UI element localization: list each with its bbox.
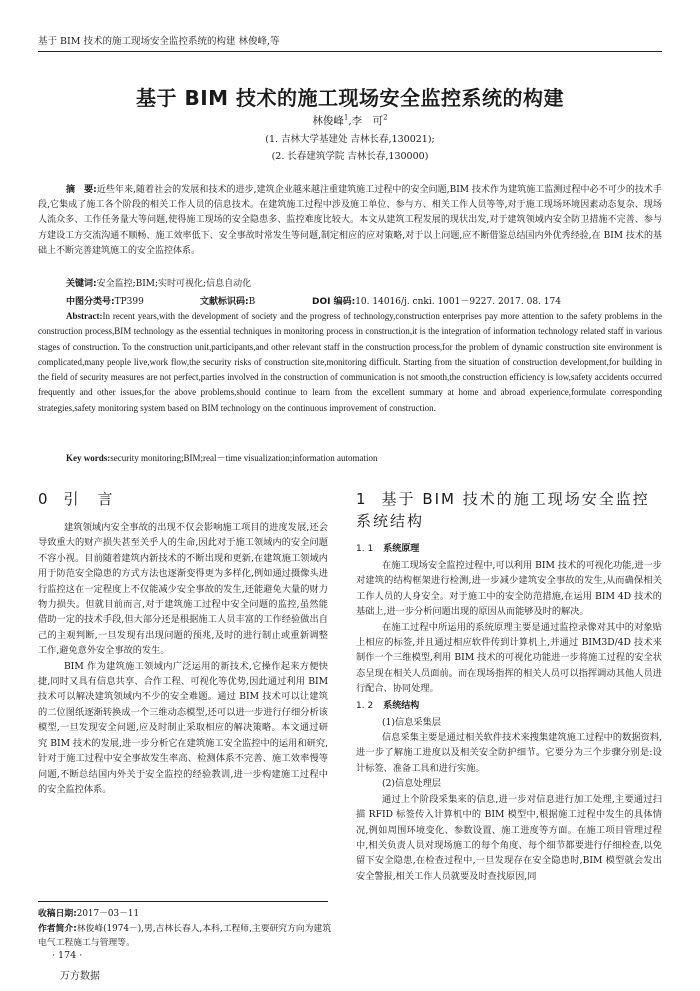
paragraph: 通过上个阶段采集来的信息,进一步对信息进行加工处理,主要通过扫描 RFID 标签传入计算机中的 BIM 模型中,根据施工过程中发生的具体情况,例如周围环境变化、参数设置、施工进度等方面。在施工项目管理过程中,相关负责人员对现场施工的每个角度、每个细节都要进行仔细检查,以免留下安全隐患,在检查过程中,一旦发现存在安全隐患时,BIM 模型就会发出安全警报,相关工作人员就要及时查找原因,同 — [356, 793, 662, 882]
subsection-heading — [356, 699, 662, 714]
received-value: 2017－03－11 — [76, 909, 140, 919]
keywords-text: 安全监控;BIM;实时可视化;信息自动化 — [96, 279, 252, 289]
section-title: 基于 BIM 技术的施工现场安全监控系统结构 — [356, 490, 650, 530]
section-heading — [38, 488, 328, 510]
abstract-english-text: In recent years,with the development of society and the progress of technology,construction enterprises pay more attention to the safety problems in the construction process,BIM technology as the essential techniques in monitoring process in construction,it is the integration of information technology related staff in various stages of construction. To the construction unit,participants,and other relevant staff in the construction process,for the problem of dynamic construction site environment is complicated,many people live,work flow,the security risks of construction site,monitoring difficult. Starting from the situation of construction development,for building in the field of security measures are not perfect,parties involved in the construction of communication is not smooth,the construction efficiency is low,safety accidents occurred frequently and other issues,for the above problems,should continue to learn from the excellent summary at home and abroad experience,formulate corresponding strategies,safety monitoring system based on BIM technology on the continuous improvement of construction. — [38, 311, 662, 413]
subsection-title: 系统原理 — [383, 544, 420, 554]
clc-number — [66, 294, 144, 307]
keywords-chinese — [66, 276, 251, 289]
author-bio — [38, 922, 338, 950]
abstract-english-label: Abstract: — [66, 311, 103, 321]
keywords-english — [66, 451, 377, 464]
subsection-heading — [356, 542, 662, 557]
document-code — [200, 294, 255, 307]
section-heading — [356, 488, 662, 532]
affiliation: (2. 长春建筑学院 吉林长春,130000) — [271, 151, 429, 162]
keywords-english-text: security monitoring;BIM;real－time visualization;information automation — [110, 453, 378, 463]
doi-label: DOI 编码: — [312, 297, 356, 307]
paragraph: 建筑领域内安全事故的出现不仅会影响施工项目的进度发展,还会导致重大的财产损失甚至关乎人的生命,因此对于施工领域内的安全问题不容小视。目前随着建筑内新技术的不断出现和更新,在建筑施工领域内用于防范安全隐患的方式方法也逐渐变得更为多样化,例如通过摄像头进行监控这在一定程度上不仅能减少安全事故的发生,还能避免大量的财力物力损失。但就目前而言,对于建筑施工过程中安全问题的监控,虽然能借助一定的技术手段,但大部分还是根据施工人员丰富的工作经验做出自己的主观判断,一旦发现有出现问题的预兆,及时的进行制止或重新调整工作,避免意外安全事故的发生。 — [38, 522, 328, 657]
subsection-number: 1. 2 — [356, 700, 374, 711]
list-item: (1)信息采集层 — [382, 716, 441, 728]
author-bio-label: 作者简介: — [38, 924, 77, 934]
author-bio-text: 林俊峰(1974－),男,吉林长春人,本科,工程师,主要研究方向为建筑电气工程施工与管理等。 — [38, 924, 332, 948]
subsection-number: 1. 1 — [356, 544, 374, 554]
page-number: · 174 · — [52, 950, 83, 961]
subsection-title: 系统结构 — [383, 700, 420, 711]
paragraph: BIM 作为建筑施工领域内广泛运用的新技术,它操作起来方便快捷,同时又具有信息共享、合作工程、可视化等优势,因此通过利用 BIM 技术可以解决建筑领域内不少的安全难题。通过 BIM 技术可以让建筑的二位图纸逐渐转换成一个三维动态模型,还可以进一步进行仔细分析该模型,一旦发现安全问题,应及时制止采取相应的解决策略。本文通过研究 BIM 技术的发展,进一步分析它在建筑施工安全监控中的运用和研究,针对于施工过程中安全事故发生率高、检测体系不完善、施工效率慢等问题,不断总结国内外关于安全监控的经验教训,进一步构建施工过程中的安全监控体系。 — [38, 660, 328, 795]
clc-value: TP399 — [114, 297, 144, 307]
right-column — [356, 488, 662, 884]
paragraph: 在施工现场安全监控过程中,可以利用 BIM 技术的可视化功能,进一步对建筑的结构框架进行检测,进一步减少建筑安全事故的发生,从而确保相关工作人员的人身安全。对于施工中的安全防范措施,在运用 BIM 4D 技术的基础上,进一步分析问题出现的原因从而能够及时的解决。 — [356, 560, 662, 618]
list-item: (2)信息处理层 — [382, 778, 441, 790]
running-header: 基于 BIM 技术的施工现场安全监控系统的构建 林俊峰,等 — [38, 36, 280, 47]
document-code-value: B — [248, 297, 256, 307]
footnote-divider — [38, 901, 328, 902]
author-separator: , — [348, 115, 352, 127]
received-date — [38, 907, 338, 921]
abstract-label: 摘 要: — [66, 185, 97, 195]
author-name: 林俊峰 — [312, 115, 344, 127]
left-column — [38, 488, 328, 797]
keywords-english-label: Key words: — [66, 453, 111, 463]
source-watermark: 万方数据 — [60, 971, 100, 982]
abstract-chinese — [38, 183, 662, 259]
doi-value: 10. 14016/j. cnki. 1001－9227. 2017. 08. 174 — [355, 297, 561, 307]
keywords-label: 关键词: — [66, 279, 97, 289]
author-name: 李 可 — [351, 115, 384, 127]
article-title: 基于 BIM 技术的施工现场安全监控系统的构建 — [135, 86, 564, 110]
section-number: 1 — [356, 490, 368, 508]
paragraph: 在施工过程中所运用的系统原理主要是通过监控录像对其中的对象贴上相应的标签,并且通过相应软件传到计算机上,并通过 BIM3D/4D 技术来制作一个三维模型,利用 BIM 技术的可视化功能进一步将施工过程的安全状态呈现在相关人员面前。而在现场指挥的相关人员可以指挥调动其他人员进行配合、协同处理。 — [356, 621, 662, 695]
doi — [312, 294, 561, 307]
document-code-label: 文献标识码: — [200, 297, 249, 307]
section-number: 0 — [38, 490, 50, 508]
received-label: 收稿日期: — [38, 909, 77, 919]
author-line — [0, 113, 700, 128]
author-affiliation-mark: 1 — [343, 113, 349, 122]
clc-label: 中图分类号: — [66, 297, 115, 307]
abstract-text: 近些年来,随着社会的发展和技术的进步,建筑企业越来越注重建筑施工过程中的安全问题,BIM 技术作为建筑施工监测过程中必不可少的技术手段,它集成了施工各个阶段的相关工作人员的信息技术。在建筑施工过程中涉及施工单位、参与方、相关工作人员等等,对于施工现场环境因素动态复杂、现场人流众多、工作任务量大等问题,使得施工现场的安全隐患多、监控难度比较大。本文从建筑工程发展的现状出发,对于建筑领域内安全防卫措施不完善、参与方建设工方交流沟通不顺畅、施工效率低下、安全事故时常发生等问题,制定相应的应对策略,对于以上问题,应不断借鉴总结国内外优秀经验,在 BIM 技术的基础上不断完善建筑施工的安全监控体系。 — [38, 185, 662, 256]
section-title: 引 言 — [63, 490, 115, 508]
header-divider — [38, 51, 662, 52]
affiliation: (1. 吉林大学基建处 吉林长春,130021); — [265, 134, 435, 145]
abstract-english — [38, 309, 662, 416]
author-affiliation-mark: 2 — [383, 113, 388, 122]
paragraph: 信息采集主要是通过相关软件技术来搜集建筑施工过程中的数据资料,进一步了解施工进度以及相关安全防护细节。它要分为三个步骤分别是:设计标签、准备工具和进行实施。 — [356, 732, 662, 774]
